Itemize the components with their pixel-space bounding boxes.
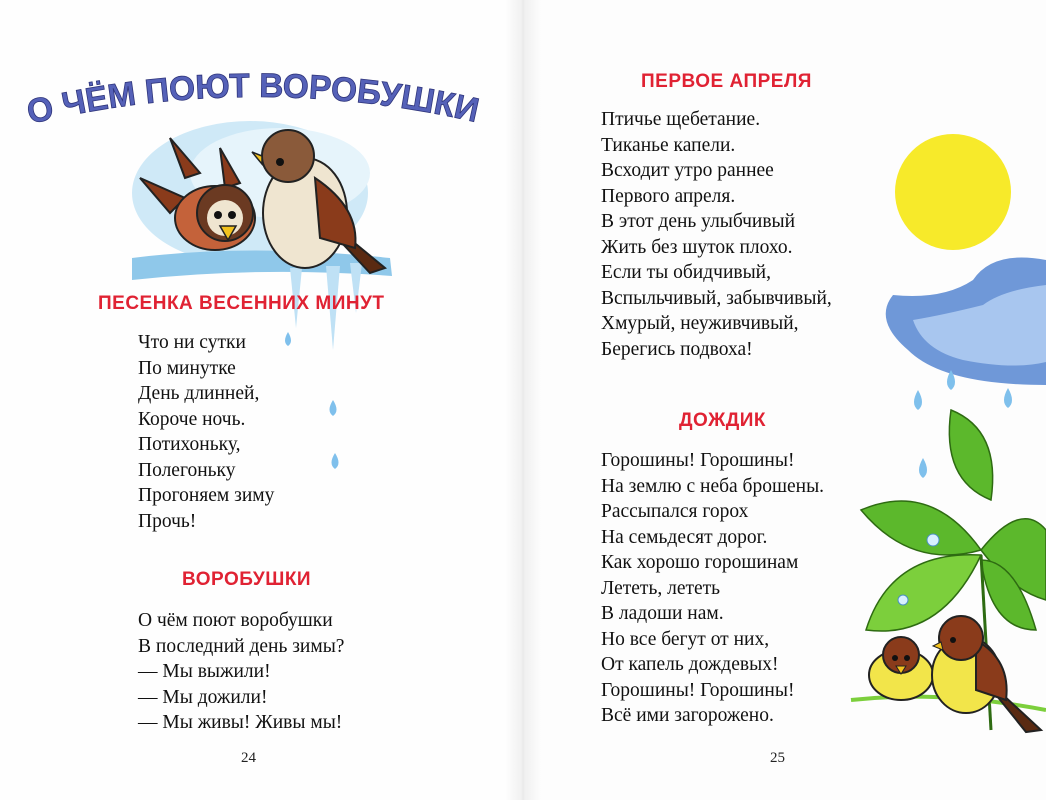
poem-line: На землю с неба брошены. [601, 475, 825, 497]
water-drop-icon [330, 400, 337, 416]
water-drop-icon [285, 332, 291, 346]
poem-line: Горошины! Горошины! [601, 450, 795, 471]
poem-title-spring-minutes: ПЕСЕНКА ВЕСЕННИХ МИНУТ [98, 293, 385, 314]
poem-line: Всё ими загорожено. [601, 705, 774, 726]
poem-line: Вспыльчивый, забывчивый, [601, 287, 832, 309]
poem-body-april-first [601, 107, 832, 362]
poem-line: Лететь, лететь [601, 577, 721, 599]
leaves-and-sparrows-illustration [841, 410, 1046, 740]
poem-line: Горошины! Горошины! [601, 679, 795, 701]
poem-title-sparrows: ВОРОБУШКИ [182, 569, 312, 590]
poem-line: Тиканье капели. [601, 134, 736, 156]
poem-line: Всходит утро раннее [601, 160, 774, 181]
poem-line: По минутке [138, 357, 236, 379]
poem-line: Что ни сутки [138, 332, 246, 353]
poem-line: Полегоньку [138, 459, 236, 481]
poem-line: — Мы живы! Живы мы! [138, 712, 343, 733]
page-number-right: 25 [770, 750, 785, 766]
rain-drop-icon [1004, 388, 1012, 408]
poem-line: День длинней, [138, 383, 260, 404]
poem-line: Рассыпался горох [601, 501, 749, 522]
poem-line: В ладоши нам. [601, 603, 724, 624]
poem-line: На семьдесят дорог. [601, 526, 768, 548]
poem-line: От капель дождевых! [601, 654, 779, 675]
rain-drop-icon [914, 390, 922, 410]
poem-line: Хмурый, неуживчивый, [601, 313, 799, 334]
dew-drop-icon [927, 534, 939, 546]
dew-drop-icon [898, 595, 908, 605]
poem-line: В последний день зимы? [138, 635, 345, 657]
poem-line: — Мы дожили! [138, 686, 268, 708]
poem-line: — Мы выжили! [138, 661, 271, 682]
right-page [523, 0, 1046, 800]
poem-body-spring-minutes [138, 330, 274, 534]
poem-line: Птичье щебетание. [601, 109, 761, 130]
poem-line: Жить без шуток плохо. [601, 236, 793, 258]
poem-line: Как хорошо горошинам [601, 552, 799, 573]
page-number-left: 24 [241, 750, 256, 766]
poem-line: Потихоньку, [138, 434, 241, 455]
water-drop-icon [332, 453, 339, 469]
poem-line: Прогоняем зиму [138, 485, 275, 506]
poem-line: В этот день улыбчивый [601, 211, 796, 232]
sparrow-small [869, 637, 933, 700]
sun-illustration [883, 132, 1023, 252]
poem-line: Берегись подвоха! [601, 338, 753, 360]
poem-body-sparrows [138, 608, 344, 736]
poem-line: О чём поют воробушки [138, 610, 333, 631]
book-title-text: О ЧЁМ ПОЮТ ВОРОБУШКИ [23, 66, 483, 132]
poem-line: Первого апреля. [601, 185, 736, 207]
poem-line: Прочь! [138, 510, 197, 532]
poem-line: Короче ночь. [138, 408, 246, 430]
poem-title-rain: ДОЖДИК [679, 410, 767, 431]
poem-line: Если ты обидчивый, [601, 262, 771, 283]
poem-line: Но все бегут от них, [601, 628, 770, 650]
poem-title-april-first: ПЕРВОЕ АПРЕЛЯ [641, 71, 812, 92]
poem-body-rain [601, 448, 824, 729]
book-spine-shadow [505, 0, 541, 800]
